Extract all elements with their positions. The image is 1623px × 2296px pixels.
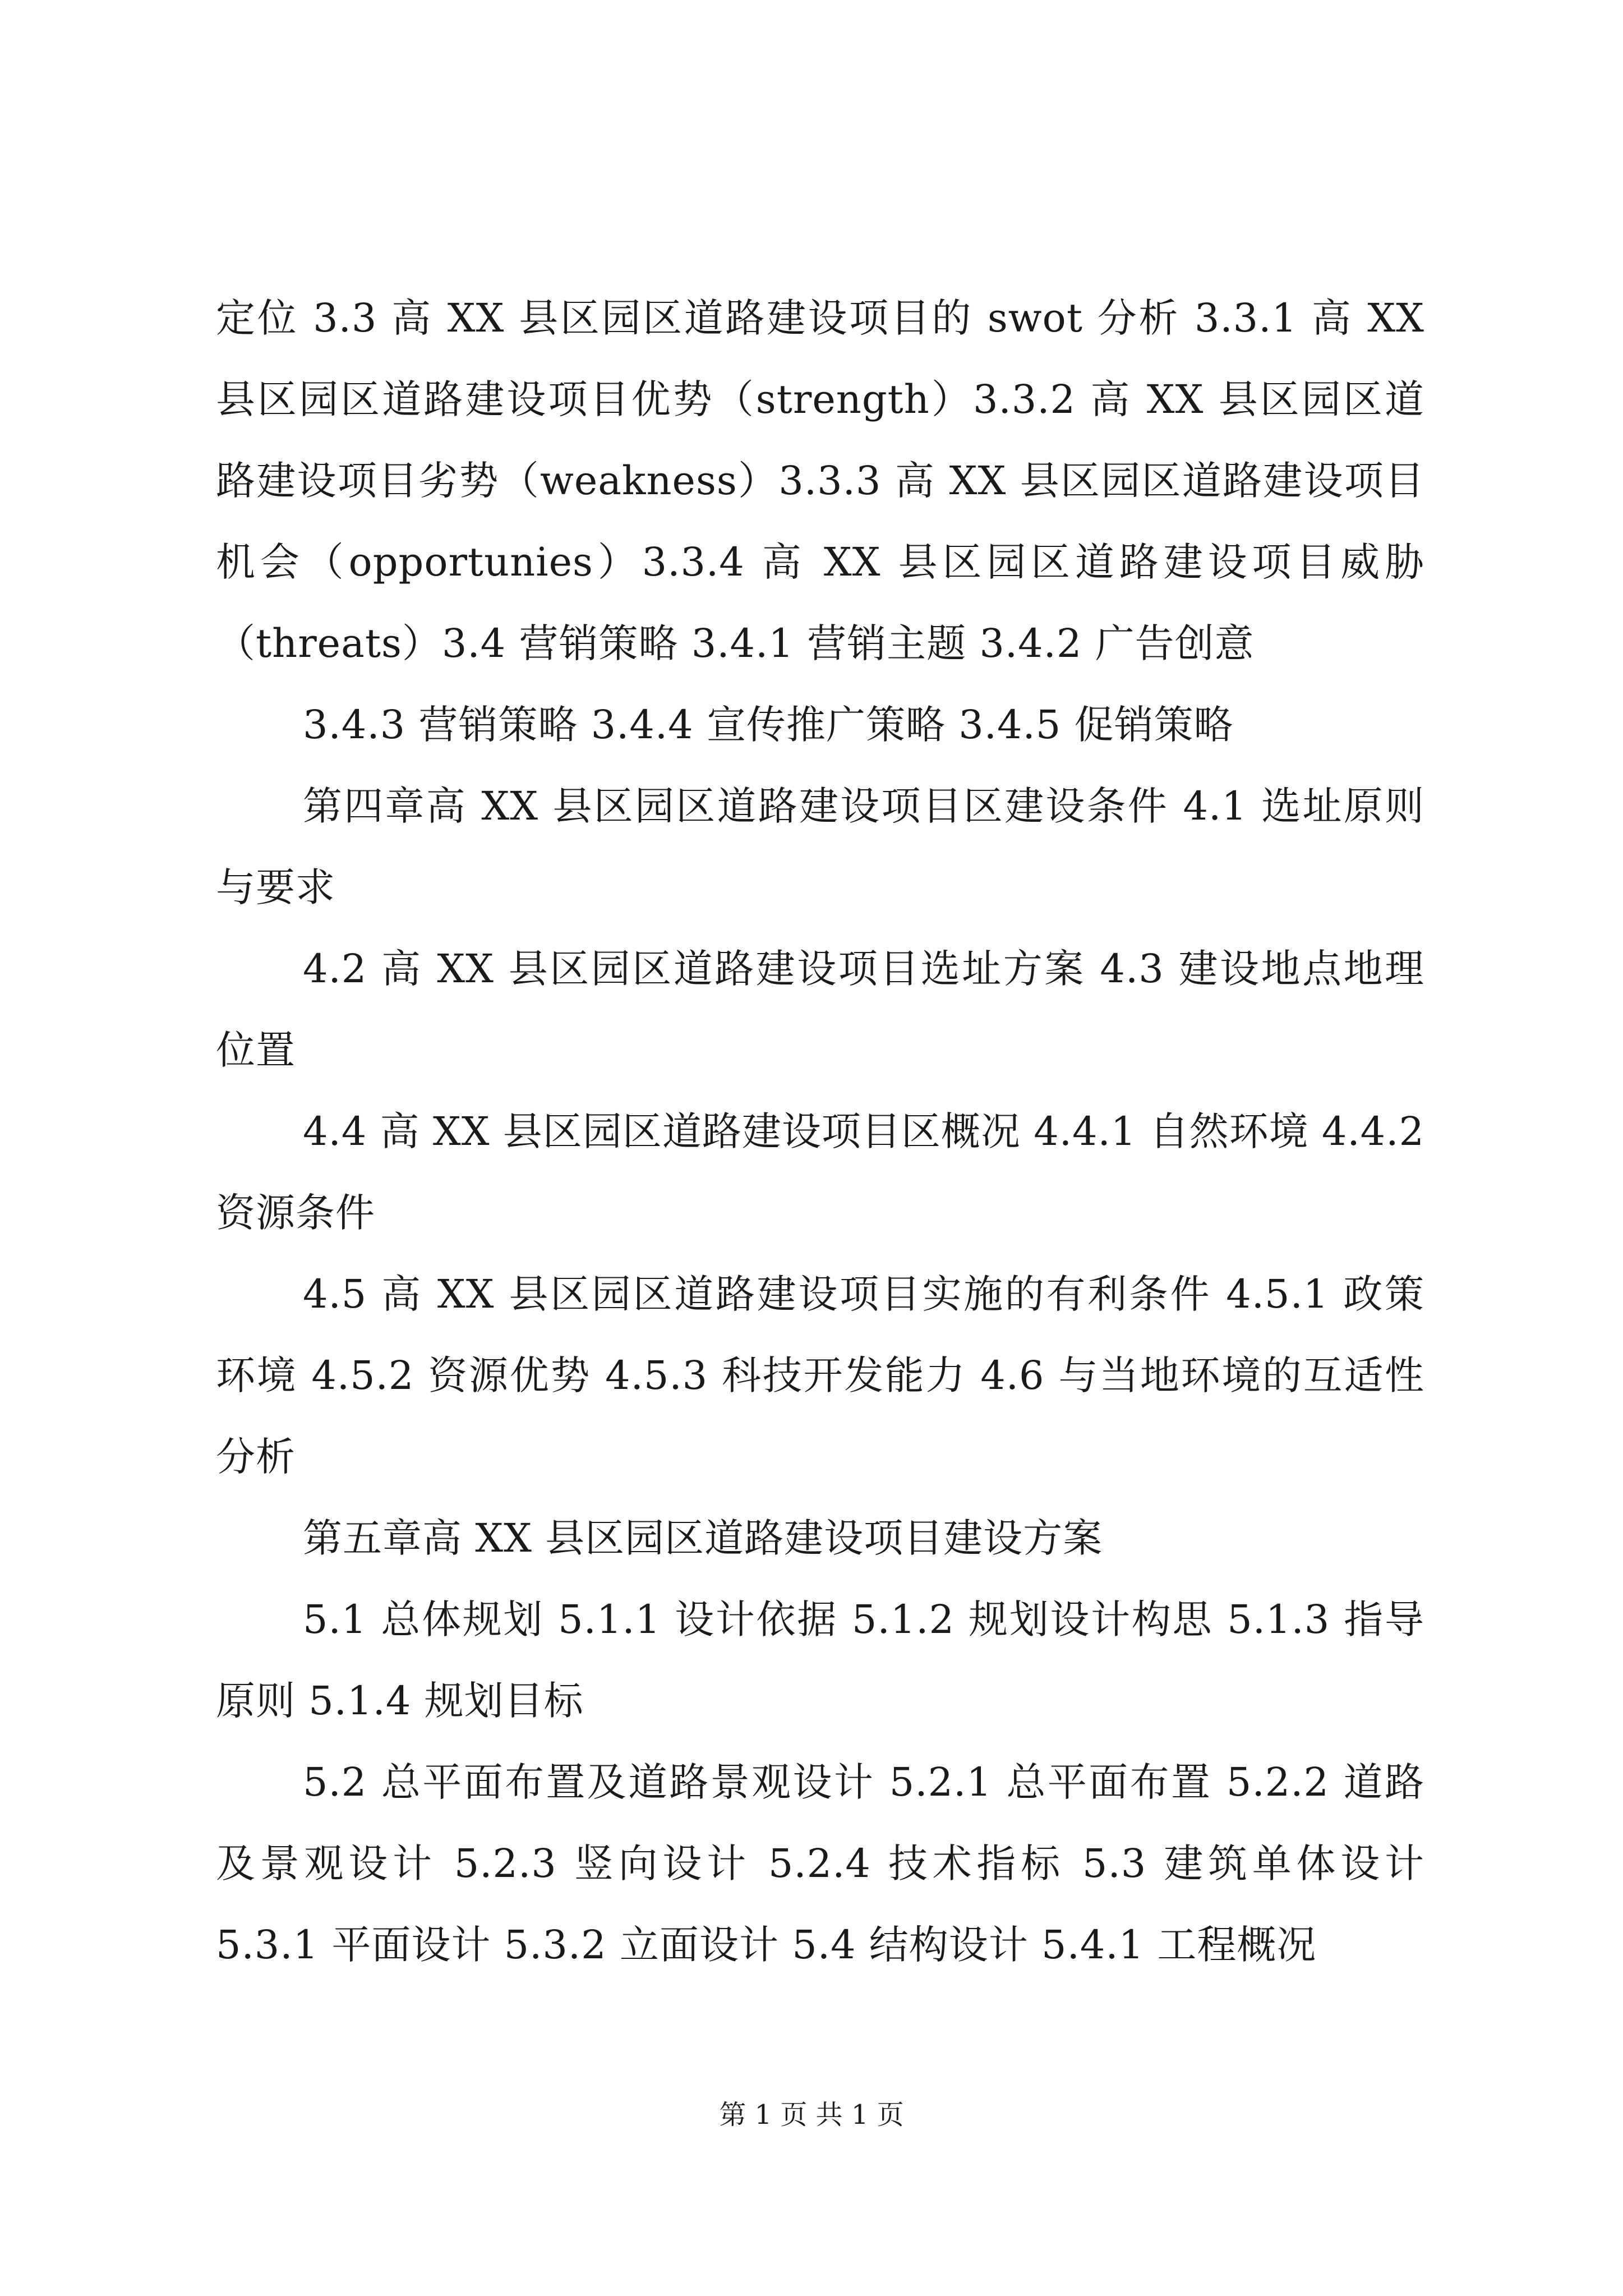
paragraph-layout-design: 5.2 总平面布置及道路景观设计 5.2.1 总平面布置 5.2.2 道路及景观设计 5.2.3 竖向设计 5.2.4 技术指标 5.3 建筑单体设计 5.3.1 平面设计 5.3.2 立面设计 5.4 结构设计 5.4.1 工程概况 xyxy=(216,1759,1424,1968)
paragraph-chapter-five-heading: 第五章高 XX 县区园区道路建设项目建设方案 xyxy=(303,1515,1103,1561)
paragraph-chapter-four-heading: 第四章高 XX 县区园区道路建设项目区建设条件 4.1 选址原则与要求 xyxy=(216,783,1424,910)
paragraph-site-plan: 4.2 高 XX 县区园区道路建设项目选址方案 4.3 建设地点地理位置 xyxy=(216,946,1424,1073)
page-footer: 第 1 页 共 1 页 xyxy=(719,2099,904,2131)
paragraph-swot-marketing: 定位 3.3 高 XX 县区园区道路建设项目的 swot 分析 3.3.1 高 XX 县区园区道路建设项目优势（strength）3.3.2 高 XX 县区园区道路建设项目劣势（weakness）3.3.3 高 XX 县区园区道路建设项目机会（opportunies）3.3.4 高 XX 县区园区道路建设项目威胁（threats）3.4 营销策略 3.4.1 营销主题 3.4.2 广告创意 xyxy=(216,295,1424,666)
paragraph-overall-planning: 5.1 总体规划 5.1.1 设计依据 5.1.2 规划设计构思 5.1.3 指导原则 5.1.4 规划目标 xyxy=(216,1596,1424,1724)
paragraph-marketing-strategies: 3.4.3 营销策略 3.4.4 宣传推广策略 3.4.5 促销策略 xyxy=(303,702,1234,748)
document-body xyxy=(216,278,1424,1986)
paragraph-favorable-conditions: 4.5 高 XX 县区园区道路建设项目实施的有利条件 4.5.1 政策环境 4.5.2 资源优势 4.5.3 科技开发能力 4.6 与当地环境的互适性分析 xyxy=(216,1271,1424,1480)
paragraph-project-area-overview: 4.4 高 XX 县区园区道路建设项目区概况 4.4.1 自然环境 4.4.2 资源条件 xyxy=(216,1108,1424,1236)
